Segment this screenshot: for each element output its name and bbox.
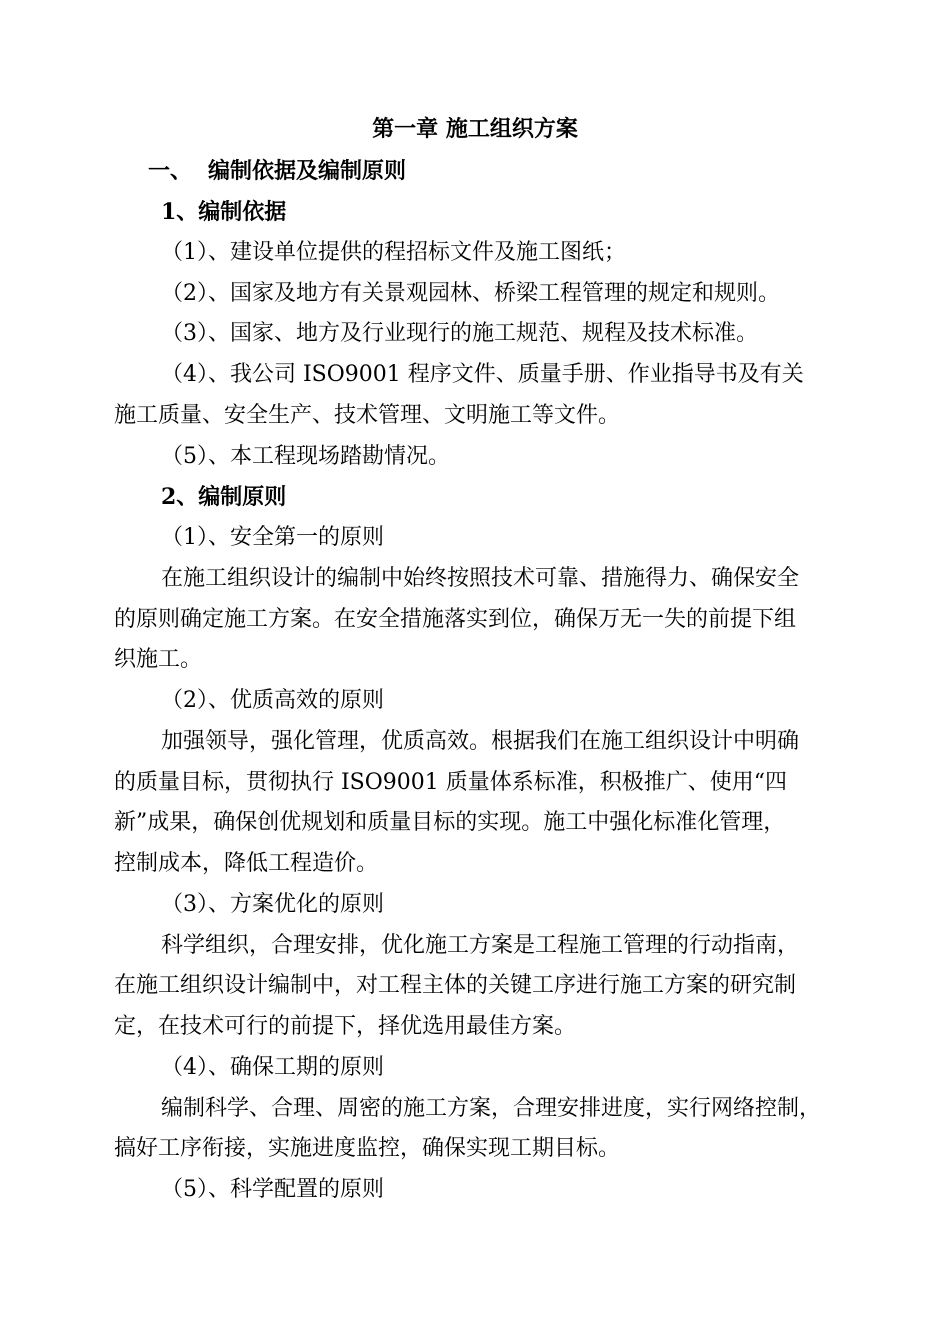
principle-heading: （4）、确保工期的原则	[161, 1055, 384, 1080]
paragraph-line: 控制成本，降低工程造价。	[114, 851, 379, 876]
paragraph-line: 定，在技术可行的前提下，择优选用最佳方案。	[114, 1014, 577, 1039]
basis-item: （2）、国家及地方有关景观园林、桥梁工程管理的规定和规则。	[161, 281, 780, 306]
principle-heading: （5）、科学配置的原则	[161, 1177, 384, 1202]
paragraph-line: 搞好工序衔接，实施进度监控，确保实现工期目标。	[114, 1136, 621, 1161]
principle-heading: （1）、安全第一的原则	[161, 525, 384, 550]
basis-item-continuation: 施工质量、安全生产、技术管理、文明施工等文件。	[114, 403, 621, 428]
section-number: 一、	[148, 158, 193, 184]
paragraph-line: 在施工组织设计的编制中始终按照技术可靠、措施得力、确保安全	[161, 566, 800, 591]
principle-heading: （2）、优质高效的原则	[161, 688, 384, 713]
section-title: 编制依据及编制原则	[208, 158, 407, 184]
basis-item: （4）、我公司 ISO9001 程序文件、质量手册、作业指导书及有关	[161, 362, 804, 387]
basis-item: （5）、本工程现场踏勘情况。	[161, 444, 450, 469]
paragraph-line: 织施工。	[114, 647, 203, 672]
paragraph-line: 编制科学、合理、周密的施工方案，合理安排进度，实行网络控制，	[161, 1096, 822, 1121]
principle-heading: （3）、方案优化的原则	[161, 892, 384, 917]
paragraph-line: 新”成果，确保创优规划和质量目标的实现。施工中强化标准化管理，	[114, 810, 786, 835]
paragraph-line: 科学组织，合理安排，优化施工方案是工程施工管理的行动指南，	[161, 933, 800, 958]
basis-item: （3）、国家、地方及行业现行的施工规范、规程及技术标准。	[161, 321, 758, 346]
paragraph-line: 的原则确定施工方案。在安全措施落实到位，确保万无一失的前提下组	[114, 607, 797, 632]
paragraph-line: 在施工组织设计编制中，对工程主体的关键工序进行施工方案的研究制	[114, 973, 797, 998]
section-heading	[148, 156, 908, 186]
chapter-title: 第一章 施工组织方案	[372, 116, 578, 142]
paragraph-line: 加强领导，强化管理，优质高效。根据我们在施工组织设计中明确	[161, 729, 800, 754]
basis-item: （1）、建设单位提供的程招标文件及施工图纸；	[161, 240, 626, 265]
subsection-heading-basis: 1、编制依据	[161, 199, 287, 225]
paragraph-line: 的质量目标，贯彻执行 ISO9001 质量体系标准，积极推广、使用“四	[114, 770, 788, 795]
subsection-heading-principles: 2、编制原则	[161, 484, 287, 510]
